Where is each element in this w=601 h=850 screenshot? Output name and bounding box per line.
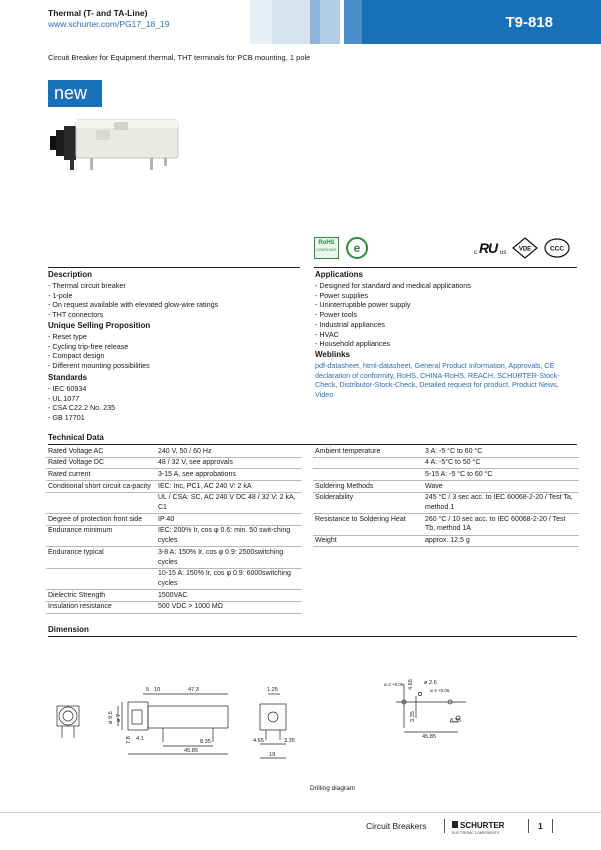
list-item: - IEC 60934 [48, 384, 87, 393]
ul-recognized-icon [474, 238, 510, 258]
usp-heading: Unique Selling Proposition [48, 321, 151, 330]
table-row [313, 446, 579, 457]
spec-value: 240 V, 50 / 60 Hz [156, 446, 302, 457]
list-item: - Different mounting possibilities [48, 361, 150, 371]
footer-category: Circuit Breakers [366, 821, 427, 831]
dim-label-10: 10 [154, 687, 161, 693]
footer-separator [528, 819, 529, 833]
spec-label: Rated Voltage DC [46, 457, 156, 469]
dimension-divider [48, 636, 577, 637]
spec-label: Resistance to Soldering Heat [313, 514, 423, 535]
list-item: - Power supplies [315, 290, 369, 300]
rohs-icon-text: RoHS [318, 240, 335, 246]
spec-label: Rated current [46, 469, 156, 481]
spec-value: approx. 12.5 g [423, 535, 579, 547]
dim-label-3-35: 3.35 [284, 738, 295, 744]
section-divider-right [314, 267, 577, 268]
weblink-distributor-stock-check[interactable]: Distributor-Stock-Check [339, 380, 416, 390]
applications-heading: Applications [315, 270, 364, 279]
dim-label-1-25: 1.25 [267, 687, 278, 693]
technical-divider [48, 444, 577, 445]
weblink-video[interactable]: Video [315, 390, 334, 400]
spec-label: Degree of protection front side [46, 514, 156, 526]
table-row [46, 457, 302, 469]
list-item: - GB 17701 [48, 413, 85, 423]
header-block-7 [362, 0, 601, 44]
ccc-text: CCC [549, 245, 565, 253]
table-row [46, 481, 302, 493]
vde-text: VDE [518, 246, 532, 253]
weblink-stock-check[interactable]: SCHURTER-Stock-Check [315, 370, 560, 390]
table-row [46, 590, 302, 602]
list-item: - UL 1077 [48, 393, 80, 403]
dim-label-4-1: 4.1 [136, 736, 144, 742]
spec-value: 500 VDC > 1000 MΩ [156, 601, 302, 613]
footer-separator [552, 819, 553, 833]
spec-label [46, 568, 156, 589]
technical-data-heading: Technical Data [48, 433, 104, 442]
drill-label-d2-6: ø 2.6 [424, 680, 437, 686]
table-row [46, 525, 302, 546]
new-badge: new [48, 80, 102, 107]
table-row [46, 547, 302, 568]
list-item: - Thermal circuit breaker [48, 281, 126, 290]
spec-value: 3-15 A, see approbations [156, 469, 302, 481]
svg-text:U: U [488, 240, 499, 256]
spec-value: 3 A: -5 °C to 60 °C [423, 446, 579, 457]
ccc-icon [544, 238, 570, 258]
table-row [313, 492, 579, 513]
table-row [46, 601, 302, 613]
schurter-logo [452, 819, 522, 835]
table-row [313, 514, 579, 535]
spec-label: Conditional short circuit ca-pacity [46, 481, 156, 493]
table-row [46, 492, 302, 513]
weblink-approvals[interactable]: Approvals [508, 361, 541, 370]
svg-text:e: e [353, 241, 361, 255]
footer-separator [444, 819, 445, 833]
list-item: - CSA C22.2 No. 235 [48, 403, 116, 413]
list-item: - Cycling trip-free release [48, 341, 129, 351]
weblink-china-rohs[interactable]: CHINA-RoHS [419, 370, 464, 380]
dim-label-5: 5 [146, 687, 150, 693]
list-item: - Compact design [48, 351, 105, 361]
weblink-pdf-datasheet[interactable]: pdf-datasheet [315, 361, 359, 370]
svg-text:R: R [479, 240, 490, 256]
weblink-ce-declaration[interactable]: CE declaration of conformity [315, 361, 555, 380]
spec-value: 245 °C / 3 sec acc. to IEC 60068-2-20 / Test Ta, method 1 [423, 492, 579, 513]
ul-us-text: us [500, 250, 507, 256]
spec-value: 260 °C / 10 sec acc. to IEC 60068-2-20 / Test Tb, method 1A [423, 514, 579, 535]
list-item: - On request available with elevated glow-wire ratings [48, 300, 219, 310]
header-block-3 [310, 0, 320, 44]
spec-label [313, 469, 423, 481]
header-block-2 [250, 0, 272, 44]
dimension-drawing [48, 680, 308, 780]
drill-label-45-85: 45.85 [422, 734, 436, 740]
spec-label: Endurance minimum [46, 525, 156, 546]
spec-value: 5-15 A: -5 °C to 60 °C [423, 469, 579, 481]
list-item: - Power tools [315, 310, 357, 320]
applications-list [315, 281, 471, 349]
table-row [313, 469, 579, 481]
standards-list [48, 384, 115, 423]
weblinks-list: pdf-datasheet, html-datasheet, General Product Information, Approvals, CE declaration of conformity, RoHS, CHINA-RoHS, REACH, SCHURTER-Stock-Check, Distributor-Stock-Check, Detailed request for product, Product News, Video [315, 361, 560, 400]
list-item: - 1-pole [48, 290, 73, 300]
section-divider-left [48, 267, 300, 268]
dim-label-19: 19 [269, 752, 276, 758]
spec-label: Rated Voltage AC [46, 446, 156, 457]
product-subtitle: Circuit Breaker for Equipment thermal, THT terminals for PCB mounting, 1 pole [48, 53, 311, 62]
rohs-icon-subtext: COMPLIANT [316, 248, 337, 252]
dim-label-47-3: 47.3 [188, 687, 199, 693]
table-row [313, 535, 579, 547]
table-row [46, 469, 302, 481]
table-row [313, 481, 579, 493]
dim-label-d7: ø 7 [116, 713, 122, 722]
product-image [44, 108, 194, 178]
certification-icons [314, 237, 574, 261]
weblink-product-news[interactable]: Product News [511, 380, 557, 390]
drill-label-3-35: 3.35 [410, 711, 416, 722]
weblink-reach[interactable]: REACH [467, 370, 494, 380]
weblink-detailed-request[interactable]: Detailed request for product [419, 380, 508, 390]
list-item: - Uninterruptible power supply [315, 300, 411, 310]
spec-label: Weight [313, 535, 423, 547]
footer-divider [0, 812, 601, 813]
logo-brand-subtext: ELECTRONIC COMPONENTS [452, 831, 500, 835]
dimension-heading: Dimension [48, 625, 89, 634]
technical-table-right [313, 446, 579, 547]
spec-value: 4 A: -5°C to 50 °C [423, 457, 579, 469]
dim-label-d9-5: ø 9.5 [108, 711, 114, 724]
spec-value: 48 / 32 V, see approvals [156, 457, 302, 469]
spec-label: Endurance typical [46, 547, 156, 568]
dim-label-45-85: 45.85 [184, 748, 198, 754]
drill-label-8-35: 8.35 [450, 718, 461, 724]
header-block-6 [344, 0, 362, 44]
drill-label-hole2: ø 3 +0.05 [430, 688, 450, 693]
spec-value: UL / CSA: SC, AC 240 V DC 48 / 32 V: 2 kA, C1 [156, 492, 302, 513]
spec-value: 3-8 A: 150% Ir, cos φ 0.9: 2500switching cycles [156, 547, 302, 568]
header-block-4 [320, 0, 340, 44]
spec-label [46, 492, 156, 513]
usp-list [48, 332, 150, 371]
vde-icon [512, 237, 538, 259]
spec-label: Dielectric Strength [46, 590, 156, 602]
spec-value: Wave [423, 481, 579, 493]
product-code: T9-818 [505, 14, 553, 31]
list-item: - Reset type [48, 332, 87, 341]
technical-table-left [46, 446, 302, 614]
spec-value: 1500VAC [156, 590, 302, 602]
weblink-html-datasheet[interactable]: html-datasheet [362, 361, 411, 370]
dim-label-4-65: 4.65 [253, 738, 264, 744]
spec-label: Ambient temperature [313, 446, 423, 457]
standards-heading: Standards [48, 373, 88, 382]
spec-label: Soldering Methods [313, 481, 423, 493]
product-group-link[interactable]: www.schurter.com/PG17_18_19 [48, 19, 170, 29]
page-number: 1 [538, 821, 543, 831]
drilling-diagram-caption: Drilling diagram [310, 785, 356, 792]
list-item: - Designed for standard and medical applications [315, 281, 471, 290]
list-item: - Industrial appliances [315, 319, 385, 329]
ul-c-text: c [474, 250, 477, 256]
table-row [313, 457, 579, 469]
weblinks-heading: Weblinks [315, 350, 350, 359]
description-list [48, 281, 218, 320]
table-row [46, 514, 302, 526]
drill-label-4-65: 4.65 [408, 679, 414, 690]
china-rohs-icon [346, 237, 368, 259]
spec-label: Solderability [313, 492, 423, 513]
drilling-diagram [382, 678, 482, 748]
table-row [46, 446, 302, 457]
description-heading: Description [48, 270, 93, 279]
dim-label-8-35: 8.35 [200, 739, 211, 745]
spec-value: IEC: Inc, PC1, AC 240 V: 2 kA [156, 481, 302, 493]
spec-value: IEC: 200% Ir, cos φ 0.6: min. 50 swit-ching cycles [156, 525, 302, 546]
list-item: - HVAC [315, 329, 339, 339]
rohs-icon [314, 237, 339, 259]
weblink-general-info[interactable]: General Product Information [414, 361, 505, 370]
spec-value: IP 40 [156, 514, 302, 526]
spec-label [313, 457, 423, 469]
weblink-rohs[interactable]: RoHS [396, 370, 416, 380]
list-item: - THT connectors [48, 310, 104, 320]
logo-brand-text: SCHURTER [460, 821, 505, 830]
table-row [46, 568, 302, 589]
spec-value: 10-15 A: 150% Ir, cos φ 0.9: 6000switching cycles [156, 568, 302, 589]
product-line-title: Thermal (T- and TA-Line) [48, 8, 148, 18]
list-item: - Household appliances [315, 339, 391, 349]
drill-label-hole1: ø 2 +0.05 [384, 682, 404, 687]
dim-label-7-8: 7.8 [126, 736, 132, 744]
spec-label: Insulation resistance [46, 601, 156, 613]
